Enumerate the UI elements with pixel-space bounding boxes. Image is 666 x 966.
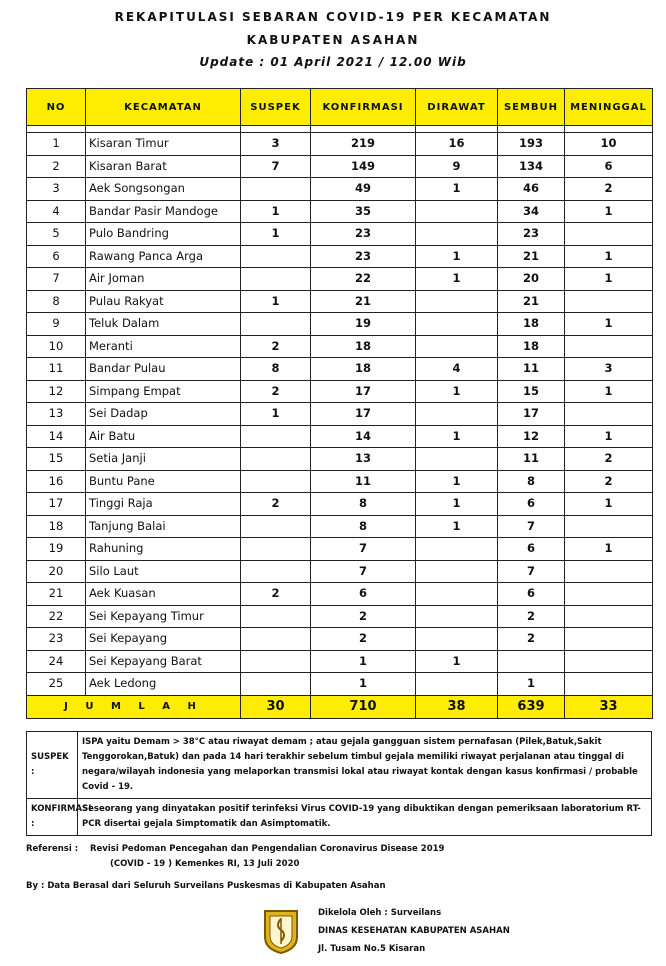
cell-no: 8 (27, 290, 86, 313)
cell-sembuh: 23 (498, 223, 565, 246)
cell-no: 3 (27, 178, 86, 201)
cell-dirawat: 1 (416, 245, 498, 268)
cell-dirawat: 1 (416, 515, 498, 538)
cell-suspek: 1 (241, 290, 311, 313)
cell-kecamatan: Rawang Panca Arga (86, 245, 241, 268)
cell-no: 11 (27, 358, 86, 381)
report-subtitle: KABUPATEN ASAHAN (246, 33, 420, 47)
cell-no: 22 (27, 605, 86, 628)
cell-no: 25 (27, 673, 86, 696)
cell-kecamatan: Teluk Dalam (86, 313, 241, 336)
cell-suspek (241, 425, 311, 448)
definition-suspek-label: SUSPEK : (27, 732, 78, 799)
cell-meninggal (565, 290, 653, 313)
table-row (27, 335, 653, 358)
cell-suspek (241, 605, 311, 628)
cell-sembuh: 7 (498, 560, 565, 583)
cell-sembuh: 8 (498, 470, 565, 493)
cell-konfirmasi: 8 (311, 493, 416, 516)
table-row (27, 515, 653, 538)
table-row (27, 583, 653, 606)
cell-suspek (241, 268, 311, 291)
managed-by: Dikelola Oleh : Surveilans (318, 908, 442, 918)
cell-no: 15 (27, 448, 86, 471)
cell-konfirmasi: 1 (311, 650, 416, 673)
table-row (27, 200, 653, 223)
cell-konfirmasi: 49 (311, 178, 416, 201)
report-title: REKAPITULASI SEBARAN COVID-19 PER KECAMATAN (114, 10, 552, 24)
update-timestamp: Update : 01 April 2021 / 12.00 Wib (199, 55, 467, 69)
cell-suspek (241, 628, 311, 651)
cell-dirawat (416, 673, 498, 696)
table-row (27, 133, 653, 156)
cell-dirawat: 1 (416, 470, 498, 493)
total-sembuh: 639 (498, 695, 565, 718)
cell-dirawat: 1 (416, 178, 498, 201)
cell-suspek (241, 313, 311, 336)
cell-no: 1 (27, 133, 86, 156)
cell-kecamatan: Bandar Pasir Mandoge (86, 200, 241, 223)
cell-sembuh: 17 (498, 403, 565, 426)
cell-sembuh: 6 (498, 493, 565, 516)
cell-sembuh: 6 (498, 583, 565, 606)
table-row (27, 245, 653, 268)
cell-kecamatan: Simpang Empat (86, 380, 241, 403)
cell-sembuh: 18 (498, 313, 565, 336)
cell-konfirmasi: 17 (311, 380, 416, 403)
cell-meninggal: 1 (565, 380, 653, 403)
cell-konfirmasi: 17 (311, 403, 416, 426)
cell-kecamatan: Kisaran Timur (86, 133, 241, 156)
cell-konfirmasi: 13 (311, 448, 416, 471)
cell-kecamatan: Aek Songsongan (86, 178, 241, 201)
cell-sembuh: 11 (498, 448, 565, 471)
cell-suspek (241, 470, 311, 493)
cell-dirawat: 1 (416, 650, 498, 673)
agency-address: Jl. Tusam No.5 Kisaran (318, 944, 426, 954)
table-row (27, 178, 653, 201)
cell-sembuh: 134 (498, 155, 565, 178)
cell-dirawat: 1 (416, 493, 498, 516)
cell-konfirmasi: 7 (311, 560, 416, 583)
cell-dirawat (416, 200, 498, 223)
table-row (27, 650, 653, 673)
cell-dirawat (416, 335, 498, 358)
cell-konfirmasi: 2 (311, 605, 416, 628)
cell-sembuh: 193 (498, 133, 565, 156)
cell-no: 7 (27, 268, 86, 291)
cell-dirawat (416, 448, 498, 471)
table-row (27, 290, 653, 313)
cell-meninggal (565, 605, 653, 628)
table-header-row (27, 89, 653, 126)
cell-sembuh: 6 (498, 538, 565, 561)
cell-kecamatan: Sei Kepayang Timur (86, 605, 241, 628)
cell-suspek (241, 560, 311, 583)
cell-dirawat (416, 290, 498, 313)
reference-line2: (COVID - 19 ) Kemenkes RI, 13 Juli 2020 (110, 859, 300, 869)
cell-meninggal: 1 (565, 538, 653, 561)
cell-meninggal: 1 (565, 313, 653, 336)
total-suspek: 30 (241, 695, 311, 718)
cell-konfirmasi: 18 (311, 335, 416, 358)
cell-suspek (241, 673, 311, 696)
table-row (27, 470, 653, 493)
cell-kecamatan: Sei Dadap (86, 403, 241, 426)
cell-dirawat: 1 (416, 425, 498, 448)
agency-name: DINAS KESEHATAN KABUPATEN ASAHAN (318, 926, 510, 936)
cell-suspek (241, 178, 311, 201)
cell-konfirmasi: 11 (311, 470, 416, 493)
col-header-konfirmasi: KONFIRMASI (311, 89, 416, 126)
cell-meninggal (565, 515, 653, 538)
cell-meninggal: 1 (565, 245, 653, 268)
cell-kecamatan: Tinggi Raja (86, 493, 241, 516)
cell-suspek (241, 515, 311, 538)
cell-suspek: 2 (241, 493, 311, 516)
cell-no: 17 (27, 493, 86, 516)
cell-konfirmasi: 23 (311, 223, 416, 246)
total-konfirmasi: 710 (311, 695, 416, 718)
cell-kecamatan: Air Batu (86, 425, 241, 448)
cell-no: 19 (27, 538, 86, 561)
cell-meninggal (565, 560, 653, 583)
cell-meninggal: 2 (565, 470, 653, 493)
cell-meninggal: 6 (565, 155, 653, 178)
col-header-sembuh: SEMBUH (498, 89, 565, 126)
col-header-kecamatan: KECAMATAN (86, 89, 241, 126)
cell-kecamatan: Buntu Pane (86, 470, 241, 493)
cell-kecamatan: Meranti (86, 335, 241, 358)
cell-dirawat: 16 (416, 133, 498, 156)
cell-konfirmasi: 8 (311, 515, 416, 538)
cell-meninggal: 1 (565, 493, 653, 516)
cell-meninggal (565, 223, 653, 246)
cell-sembuh: 15 (498, 380, 565, 403)
cell-sembuh: 21 (498, 245, 565, 268)
cell-meninggal (565, 403, 653, 426)
table-row (27, 425, 653, 448)
cell-dirawat (416, 628, 498, 651)
table-row (27, 493, 653, 516)
dinkes-logo-icon (261, 907, 301, 955)
table-row (27, 605, 653, 628)
table-row (27, 268, 653, 291)
definitions-table (26, 731, 652, 836)
cell-konfirmasi: 35 (311, 200, 416, 223)
cell-no: 20 (27, 560, 86, 583)
cell-konfirmasi: 7 (311, 538, 416, 561)
table-row (27, 403, 653, 426)
col-header-dirawat: DIRAWAT (416, 89, 498, 126)
cell-dirawat: 1 (416, 268, 498, 291)
cell-konfirmasi: 1 (311, 673, 416, 696)
data-source: By : Data Berasal dari Seluruh Surveilans Puskesmas di Kabupaten Asahan (26, 881, 386, 891)
cell-konfirmasi: 2 (311, 628, 416, 651)
cell-kecamatan: Pulo Bandring (86, 223, 241, 246)
col-header-meninggal: MENINGGAL (565, 89, 653, 126)
cell-dirawat: 1 (416, 380, 498, 403)
definition-konfirmasi-text: Seseorang yang dinyatakan positif terinfeksi Virus COVID-19 yang dibuktikan dengan pemeriksaan laboratorium RT-PCR disertai gejala Simptomatik dan Asimptomatik. (78, 799, 652, 836)
cell-kecamatan: Aek Kuasan (86, 583, 241, 606)
cell-sembuh: 11 (498, 358, 565, 381)
cell-dirawat (416, 560, 498, 583)
cell-suspek: 1 (241, 403, 311, 426)
cell-sembuh: 18 (498, 335, 565, 358)
definition-konfirmasi-label: KONFIRMASI : (27, 799, 78, 836)
cell-dirawat: 9 (416, 155, 498, 178)
cell-no: 23 (27, 628, 86, 651)
cell-konfirmasi: 18 (311, 358, 416, 381)
table-row (27, 560, 653, 583)
cell-sembuh: 20 (498, 268, 565, 291)
cell-suspek: 7 (241, 155, 311, 178)
cell-kecamatan: Sei Kepayang (86, 628, 241, 651)
table-row (27, 448, 653, 471)
total-row (27, 695, 653, 718)
table-row (27, 380, 653, 403)
cell-meninggal (565, 583, 653, 606)
cell-meninggal (565, 628, 653, 651)
cell-konfirmasi: 219 (311, 133, 416, 156)
cell-kecamatan: Air Joman (86, 268, 241, 291)
cell-dirawat (416, 605, 498, 628)
cell-no: 16 (27, 470, 86, 493)
cell-konfirmasi: 14 (311, 425, 416, 448)
cell-suspek (241, 245, 311, 268)
cell-no: 6 (27, 245, 86, 268)
cell-sembuh: 46 (498, 178, 565, 201)
cell-sembuh: 12 (498, 425, 565, 448)
cell-meninggal (565, 335, 653, 358)
cell-dirawat (416, 313, 498, 336)
table-row (27, 673, 653, 696)
cell-no: 21 (27, 583, 86, 606)
table-row (27, 628, 653, 651)
cell-no: 4 (27, 200, 86, 223)
cell-kecamatan: Aek Ledong (86, 673, 241, 696)
cell-kecamatan: Pulau Rakyat (86, 290, 241, 313)
cell-dirawat (416, 223, 498, 246)
table-row (27, 223, 653, 246)
cell-suspek: 3 (241, 133, 311, 156)
cell-meninggal (565, 673, 653, 696)
cell-konfirmasi: 149 (311, 155, 416, 178)
cell-meninggal (565, 650, 653, 673)
cell-kecamatan: Setia Janji (86, 448, 241, 471)
cell-sembuh: 34 (498, 200, 565, 223)
cell-no: 18 (27, 515, 86, 538)
cell-suspek: 1 (241, 200, 311, 223)
table-body (27, 126, 653, 696)
cell-meninggal: 2 (565, 448, 653, 471)
cell-suspek (241, 538, 311, 561)
cell-meninggal: 1 (565, 425, 653, 448)
cell-kecamatan: Kisaran Barat (86, 155, 241, 178)
cell-dirawat (416, 403, 498, 426)
cell-suspek: 2 (241, 583, 311, 606)
table-row (27, 313, 653, 336)
cell-sembuh (498, 650, 565, 673)
cell-no: 2 (27, 155, 86, 178)
cell-dirawat (416, 538, 498, 561)
cell-sembuh: 21 (498, 290, 565, 313)
total-dirawat: 38 (416, 695, 498, 718)
table-row (27, 155, 653, 178)
cell-suspek (241, 448, 311, 471)
cell-no: 5 (27, 223, 86, 246)
cell-no: 12 (27, 380, 86, 403)
cell-kecamatan: Tanjung Balai (86, 515, 241, 538)
cell-suspek: 2 (241, 380, 311, 403)
cell-no: 14 (27, 425, 86, 448)
cell-dirawat (416, 583, 498, 606)
cell-sembuh: 2 (498, 628, 565, 651)
cell-konfirmasi: 22 (311, 268, 416, 291)
definition-suspek (27, 732, 652, 799)
cell-suspek: 8 (241, 358, 311, 381)
definition-suspek-text: ISPA yaitu Demam > 38°C atau riwayat demam ; atau gejala gangguan sistem pernafasan (Pilek,Batuk,Sakit Tenggorokan,Batuk) dan pada 14 hari terakhir sebelum timbul gejala memiliki riwayat perjalanan atau tinggal di negara/wilayah indonesia yang melaporkan transmisi lokal atau riwayat kontak dengan kasus konfirmasi / probable Covid - 19. (78, 732, 652, 799)
cell-konfirmasi: 21 (311, 290, 416, 313)
cell-no: 24 (27, 650, 86, 673)
cell-no: 10 (27, 335, 86, 358)
cell-sembuh: 2 (498, 605, 565, 628)
cell-kecamatan: Silo Laut (86, 560, 241, 583)
reference-label: Referensi : (26, 844, 79, 854)
reference-line1: Revisi Pedoman Pencegahan dan Pengendalian Coronavirus Disease 2019 (90, 844, 445, 854)
cell-meninggal: 3 (565, 358, 653, 381)
total-label: J U M L A H (27, 695, 241, 718)
cell-konfirmasi: 6 (311, 583, 416, 606)
cell-dirawat: 4 (416, 358, 498, 381)
header-spacer (27, 126, 653, 133)
table-row (27, 538, 653, 561)
cell-sembuh: 7 (498, 515, 565, 538)
cell-meninggal: 2 (565, 178, 653, 201)
cell-meninggal: 10 (565, 133, 653, 156)
cell-kecamatan: Sei Kepayang Barat (86, 650, 241, 673)
cell-kecamatan: Rahuning (86, 538, 241, 561)
cell-kecamatan: Bandar Pulau (86, 358, 241, 381)
cell-konfirmasi: 23 (311, 245, 416, 268)
cell-suspek: 2 (241, 335, 311, 358)
cell-meninggal: 1 (565, 200, 653, 223)
cell-no: 13 (27, 403, 86, 426)
col-header-no: NO (27, 89, 86, 126)
cell-suspek (241, 650, 311, 673)
covid-recap-table (26, 88, 653, 719)
definition-konfirmasi (27, 799, 652, 836)
table-row (27, 358, 653, 381)
cell-no: 9 (27, 313, 86, 336)
total-meninggal: 33 (565, 695, 653, 718)
cell-sembuh: 1 (498, 673, 565, 696)
col-header-suspek: SUSPEK (241, 89, 311, 126)
cell-konfirmasi: 19 (311, 313, 416, 336)
cell-meninggal: 1 (565, 268, 653, 291)
cell-suspek: 1 (241, 223, 311, 246)
